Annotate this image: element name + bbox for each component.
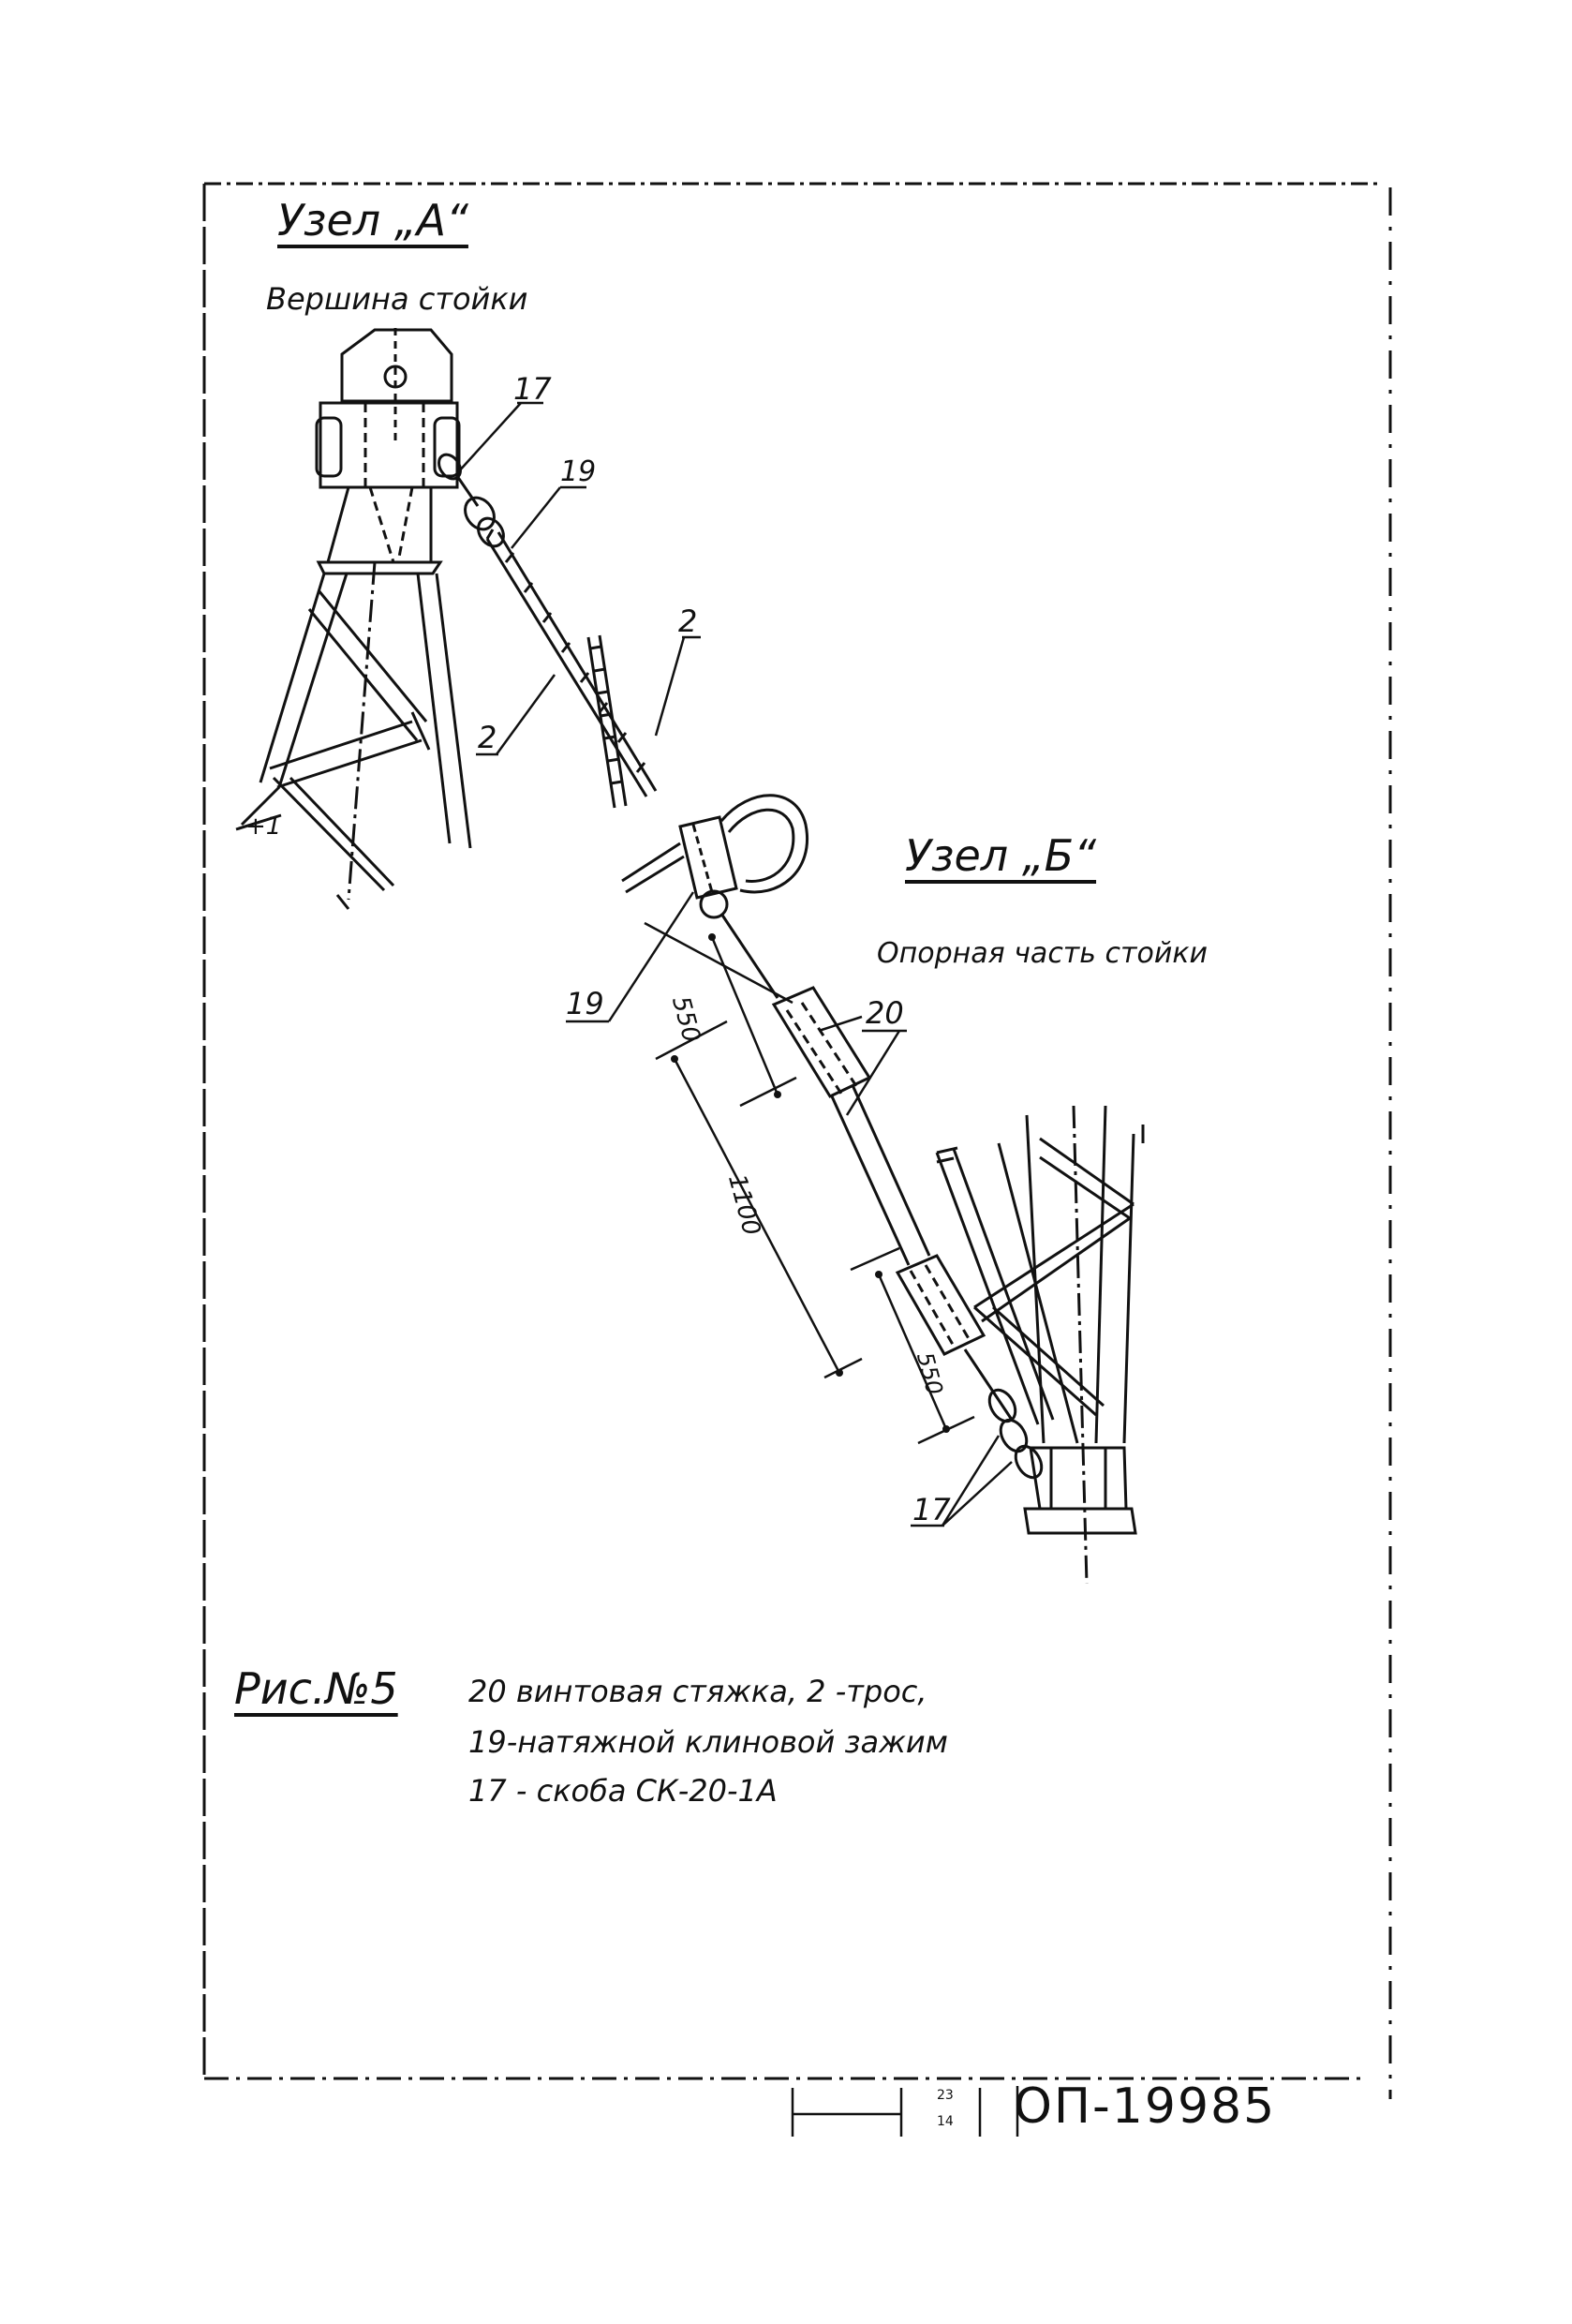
node-a-title: Узел „А“ — [277, 195, 468, 246]
dim-mark-left: +1 — [245, 812, 282, 841]
callout-20: 20 — [866, 995, 904, 1031]
leader-19-top — [512, 487, 560, 548]
figure-label: Рис.№5 — [234, 1663, 398, 1714]
title-block — [793, 2086, 1017, 2137]
top-shackle-17 — [435, 451, 509, 551]
drawing-frame — [204, 184, 1390, 2099]
sheet-number-top: 23 — [937, 2088, 954, 2103]
callout-2-right: 2 — [678, 603, 698, 639]
dim-550-top: 550 — [666, 993, 705, 1046]
callout-17-bottom: 17 — [912, 1492, 951, 1527]
callout-17-top: 17 — [513, 371, 552, 407]
leader-2-right — [656, 637, 684, 736]
node-a-subtitle: Вершина стойки — [266, 281, 528, 317]
callout-19-top: 19 — [560, 455, 597, 488]
dim-550-bottom: 550 — [911, 1349, 948, 1398]
leader-20 — [847, 1031, 899, 1115]
sheet-number-bottom: 14 — [937, 2114, 954, 2129]
node-b-subtitle: Опорная часть стойки — [877, 937, 1208, 970]
callout-2-left: 2 — [478, 720, 497, 755]
node-b-title: Узел „Б“ — [905, 830, 1097, 881]
legend-line-2: 19-натяжной клиновой зажим — [468, 1724, 948, 1760]
callout-19-mid: 19 — [566, 986, 604, 1021]
turnbuckle-20 — [721, 914, 1012, 1420]
wedge-clamp-19 — [622, 796, 808, 917]
leader-17-top — [457, 403, 521, 473]
bottom-shackle-17 — [985, 1385, 1047, 1482]
cable-upper — [487, 529, 656, 797]
node-b-post-base — [937, 1106, 1143, 1584]
leader-2-left — [497, 675, 555, 754]
document-code: ОП-19985 — [1014, 2078, 1277, 2135]
dimension-arrows — [671, 933, 950, 1433]
cable-section-2 — [588, 635, 626, 808]
legend-line-3: 17 - скоба СК-20-1А — [468, 1773, 778, 1809]
legend-line-1: 20 винтовая стяжка, 2 -трос, — [468, 1674, 927, 1709]
dim-1100: 1100 — [722, 1171, 766, 1239]
